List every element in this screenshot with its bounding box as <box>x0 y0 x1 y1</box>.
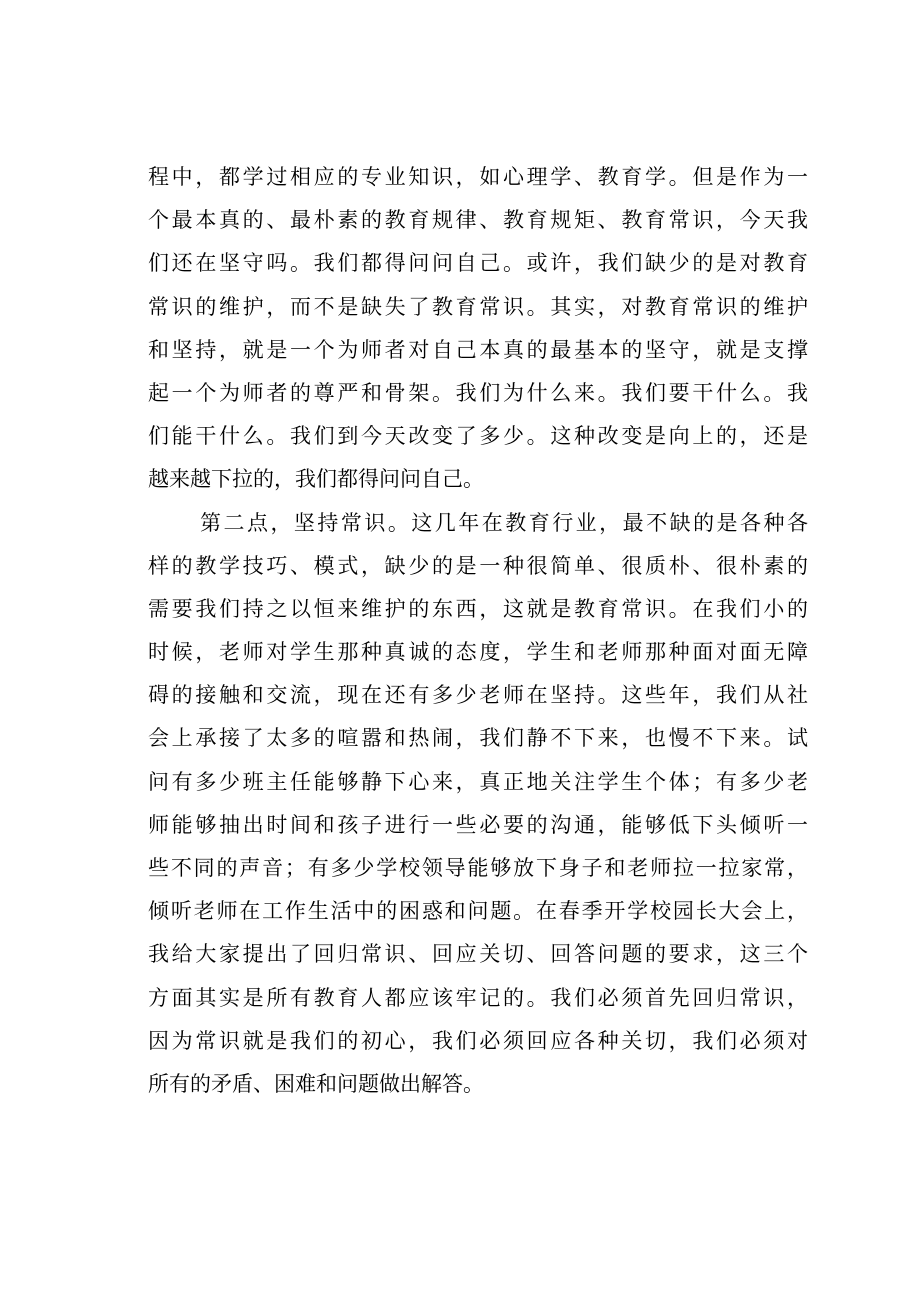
text-line: 方面其实是所有教育人都应该牢记的。我们必须首先回归常识， <box>148 985 808 1010</box>
text-line: 问有多少班主任能够静下心来，真正地关注学生个体；有多少老 <box>148 769 808 794</box>
text-line: 倾听老师在工作生活中的困惑和问题。在春季开学校园长大会上， <box>148 899 808 924</box>
text-line: 因为常识就是我们的初心，我们必须回应各种关切，我们必须对 <box>148 1028 808 1053</box>
text-line: 样的教学技巧、模式，缺少的是一种很简单、很质朴、很朴素的 <box>148 553 808 578</box>
text-line: 们还在坚守吗。我们都得问问自己。或许，我们缺少的是对教育 <box>148 251 808 276</box>
paragraph-first-line: 第二点，坚持常识。这几年在教育行业，最不缺的是各种各 <box>200 510 808 535</box>
text-line: 和坚持，就是一个为师者对自己本真的最基本的坚守，就是支撑 <box>148 337 808 362</box>
text-line: 个最本真的、最朴素的教育规律、教育规矩、教育常识，今天我 <box>148 208 808 233</box>
text-line: 所有的矛盾、困难和问题做出解答。 <box>148 1071 484 1096</box>
text-line: 碍的接触和交流，现在还有多少老师在坚持。这些年，我们从社 <box>148 683 808 708</box>
text-line: 会上承接了太多的喧嚣和热闹，我们静不下来，也慢不下来。试 <box>148 726 808 751</box>
text-line: 程中，都学过相应的专业知识，如心理学、教育学。但是作为一 <box>148 165 808 189</box>
text-line: 起一个为师者的尊严和骨架。我们为什么来。我们要干什么。我 <box>148 380 808 405</box>
text-line: 我给大家提出了回归常识、回应关切、回答问题的要求，这三个 <box>148 942 808 967</box>
text-line: 需要我们持之以恒来维护的东西，这就是教育常识。在我们小的 <box>148 596 808 621</box>
text-line: 师能够抽出时间和孩子进行一些必要的沟通，能够低下头倾听一 <box>148 812 808 837</box>
body-text <box>148 156 808 1106</box>
text-line: 们能干什么。我们到今天改变了多少。这种改变是向上的，还是 <box>148 424 808 449</box>
text-line: 些不同的声音；有多少学校领导能够放下身子和老师拉一拉家常， <box>148 856 808 880</box>
text-line: 越来越下拉的，我们都得问问自己。 <box>148 467 484 492</box>
text-line: 常识的维护，而不是缺失了教育常识。其实，对教育常识的维护 <box>148 294 808 319</box>
text-line: 时候，老师对学生那种真诚的态度，学生和老师那种面对面无障 <box>148 640 808 665</box>
